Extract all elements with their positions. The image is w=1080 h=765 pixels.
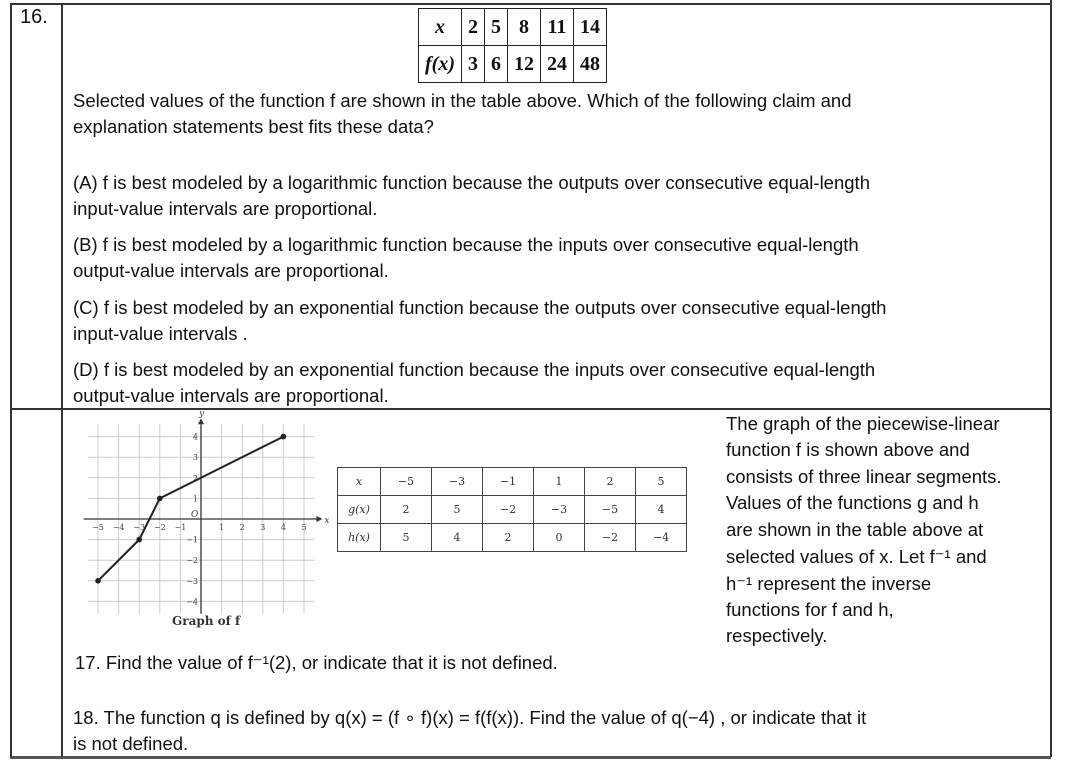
table-cell: 48 [573, 46, 606, 83]
side-line: The graph of the piecewise-linear [726, 413, 1000, 434]
x-tick-label: 2 [239, 523, 245, 532]
prompt-line: explanation statements best fits these data? [73, 116, 434, 137]
table-cell: −5 [381, 468, 432, 496]
choice-text: (D) f is best modeled by an exponential function because the inputs over consecutive equal-length [73, 359, 876, 380]
table-cell: 4 [432, 524, 483, 552]
graph-point [136, 537, 142, 543]
g-h-table [337, 467, 687, 552]
x-tick-label: −3 [133, 523, 146, 532]
origin-label: O [191, 510, 199, 520]
side-line: functions for f and h, [726, 599, 894, 620]
side-line: respectively. [726, 625, 828, 646]
y-tick-label: 1 [192, 494, 198, 504]
table-cell: 5 [432, 496, 483, 524]
y-axis-label: y [199, 409, 205, 420]
table-cell: 5 [484, 9, 507, 46]
graph-point [281, 434, 287, 440]
table-cell: 5 [381, 524, 432, 552]
choice-text: (B) f is best modeled by a logarithmic function because the inputs over consecutive equal-length [73, 234, 859, 255]
table-cell: −2 [483, 496, 534, 524]
x-tick-label: −4 [112, 523, 125, 532]
table-cell: 12 [507, 46, 540, 83]
table-header-fx: f(x) [419, 46, 462, 83]
table-cell: 2 [483, 524, 534, 552]
side-line: are shown in the table above at [726, 519, 984, 540]
side-line: selected values of x. Let f⁻¹ and [726, 546, 987, 567]
y-tick-label: −3 [186, 576, 198, 586]
y-tick-label: −4 [186, 597, 198, 607]
x-tick-label: 4 [280, 523, 286, 532]
question-18: 18. The function q is defined by q(x) = (f ∘ f)(x) = f(f(x)). Find the value of q(−4) , or indicate that it [73, 707, 867, 728]
choice-text: input-value intervals . [73, 323, 248, 344]
table-cell: 2 [461, 9, 484, 46]
side-line: consists of three linear segments. [726, 466, 1002, 487]
choice-text: (A) f is best modeled by a logarithmic function because the outputs over consecutive equal-length [73, 172, 870, 193]
x-tick-label: 3 [260, 523, 266, 532]
table-cell: −4 [636, 524, 687, 552]
question-17: 17. Find the value of f⁻¹(2), or indicate that it is not defined. [75, 652, 558, 673]
question-number: 16. [20, 6, 48, 28]
table-cell: −2 [585, 524, 636, 552]
table-cell: 1 [534, 468, 585, 496]
side-line: function f is shown above and [726, 439, 970, 460]
question-18-cont: is not defined. [73, 733, 189, 754]
x-axis-arrow [316, 516, 322, 522]
table-cell: 4 [636, 496, 687, 524]
x-tick-label: 1 [219, 523, 225, 532]
graph-of-f [80, 408, 330, 638]
side-line: h⁻¹ represent the inverse [726, 573, 932, 594]
table-cell: 5 [636, 468, 687, 496]
x-axis-label: x [324, 516, 330, 526]
table-cell: 11 [540, 9, 573, 46]
table-header-x: x [419, 9, 462, 46]
border-left [10, 3, 12, 757]
table-cell: 3 [461, 46, 484, 83]
graph-point [157, 496, 163, 502]
table-cell: 0 [534, 524, 585, 552]
choice-text: output-value intervals are proportional. [73, 260, 389, 281]
y-tick-label: −1 [186, 535, 198, 545]
table-cell: −3 [534, 496, 585, 524]
number-column-divider [61, 3, 63, 757]
table-cell: −3 [432, 468, 483, 496]
y-tick-label: −2 [186, 556, 198, 566]
table-cell: 24 [540, 46, 573, 83]
table-cell: 8 [507, 9, 540, 46]
table-cell: x [338, 468, 381, 496]
table-cell: −5 [585, 496, 636, 524]
table-cell: 6 [484, 46, 507, 83]
table-cell: 2 [381, 496, 432, 524]
border-top [10, 3, 1051, 5]
x-tick-label: 5 [301, 523, 307, 532]
graph-point [95, 578, 101, 584]
table-cell: h(x) [338, 524, 381, 552]
table-cell: 14 [573, 9, 606, 46]
graph-caption: Graph of f [172, 614, 241, 628]
y-tick-label: 3 [192, 453, 198, 463]
table-cell: −1 [483, 468, 534, 496]
choice-text: input-value intervals are proportional. [73, 198, 378, 219]
x-tick-label: −1 [174, 523, 187, 532]
prompt-line: Selected values of the function f are shown in the table above. Which of the following claim and [73, 90, 852, 111]
side-line: Values of the functions g and h [726, 492, 979, 513]
x-tick-label: −2 [153, 523, 166, 532]
y-tick-label: 2 [192, 473, 198, 483]
y-tick-label: 4 [192, 432, 198, 442]
table-cell: 2 [585, 468, 636, 496]
border-right [1050, 0, 1052, 757]
x-tick-label: −5 [92, 523, 104, 532]
f-values-table [418, 8, 607, 83]
choice-text: (C) f is best modeled by an exponential function because the outputs over consecutive equal-length [73, 297, 887, 318]
choice-text: output-value intervals are proportional. [73, 385, 389, 406]
table-cell: g(x) [338, 496, 381, 524]
